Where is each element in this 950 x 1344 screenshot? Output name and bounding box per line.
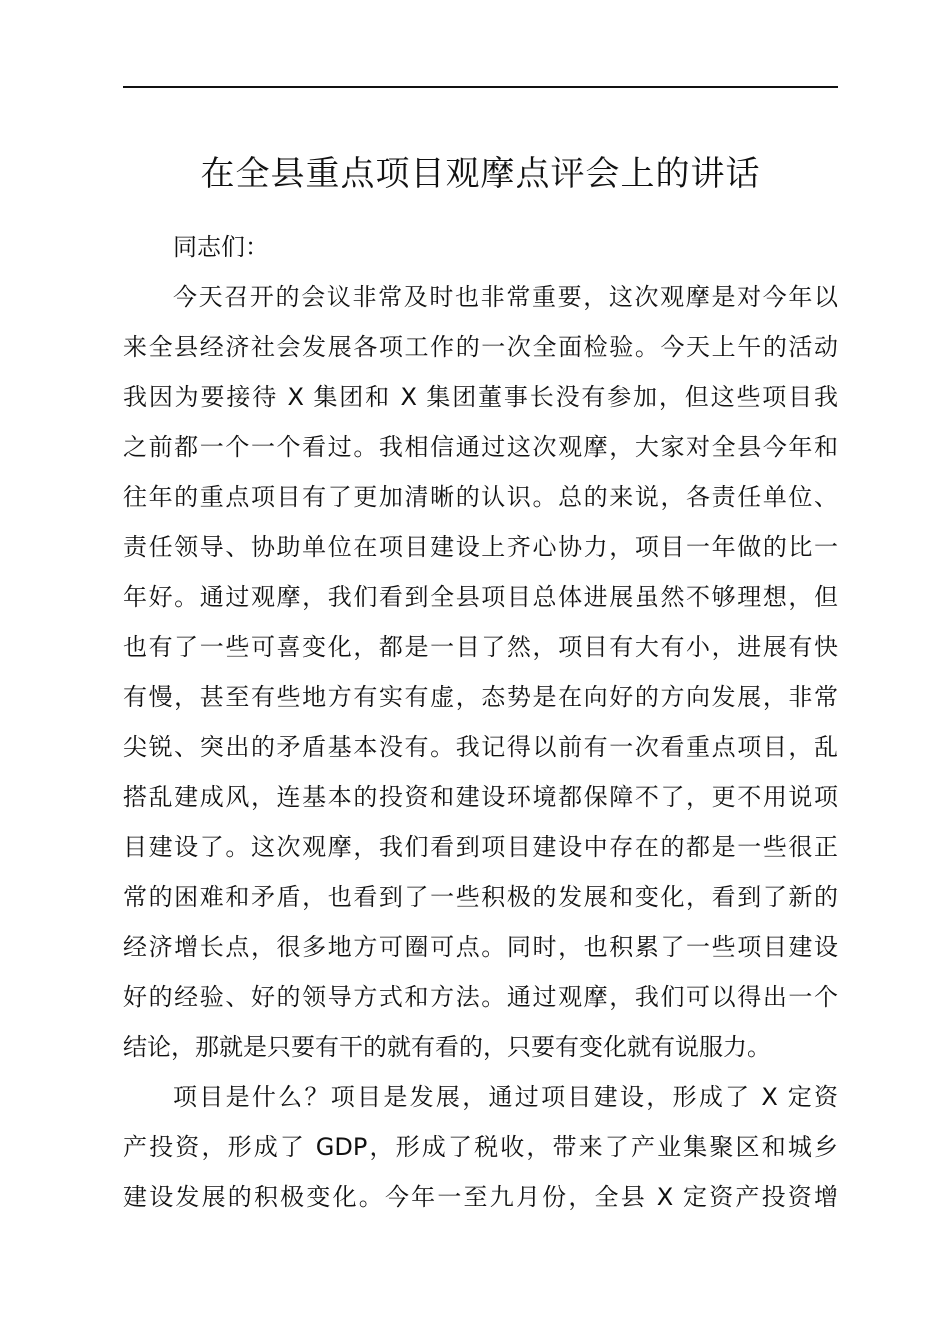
paragraph-line: 年好。通过观摩，我们看到全县项目总体进展虽然不够理想，但 [123,583,838,611]
paragraph-line: 之前都一个一个看过。我相信通过这次观摩，大家对全县今年和 [123,433,838,461]
paragraph-line: 往年的重点项目有了更加清晰的认识。总的来说，各责任单位、 [123,483,838,511]
paragraph-line: 建设发展的积极变化。今年一至九月份，全县 X 定资产投资增 [123,1183,838,1211]
paragraph-line: 责任领导、协助单位在项目建设上齐心协力，项目一年做的比一 [123,533,838,561]
header-rule [123,86,838,88]
salutation: 同志们： [173,233,269,261]
paragraph-line: 今天召开的会议非常及时也非常重要，这次观摩是对今年以 [173,283,838,311]
paragraph-line: 经济增长点，很多地方可圈可点。同时，也积累了一些项目建设 [123,933,838,961]
paragraph-line: 我因为要接待 X 集团和 X 集团董事长没有参加，但这些项目我 [123,383,838,411]
paragraph-line: 产投资，形成了 GDP，形成了税收，带来了产业集聚区和城乡 [123,1133,838,1161]
paragraph-line: 搭乱建成风，连基本的投资和建设环境都保障不了，更不用说项 [123,783,838,811]
document-body [123,222,838,1222]
paragraph-line: 结论，那就是只要有干的就有看的，只要有变化就有说服力。 [123,1033,771,1061]
paragraph-line: 也有了一些可喜变化，都是一目了然，项目有大有小，进展有快 [123,633,838,661]
paragraph-line: 尖锐、突出的矛盾基本没有。我记得以前有一次看重点项目，乱 [123,733,838,761]
paragraph-line: 常的困难和矛盾，也看到了一些积极的发展和变化，看到了新的 [123,883,838,911]
paragraph-line: 目建设了。这次观摩，我们看到项目建设中存在的都是一些很正 [123,833,838,861]
paragraph-line: 好的经验、好的领导方式和方法。通过观摩，我们可以得出一个 [123,983,838,1011]
paragraph-line: 来全县经济社会发展各项工作的一次全面检验。今天上午的活动 [123,333,838,361]
document-title: 在全县重点项目观摩点评会上的讲话 [200,154,761,194]
paragraph-line: 有慢，甚至有些地方有实有虚，态势是在向好的方向发展，非常 [123,683,838,711]
paragraph-line: 项目是什么？项目是发展，通过项目建设，形成了 X 定资 [173,1083,838,1111]
